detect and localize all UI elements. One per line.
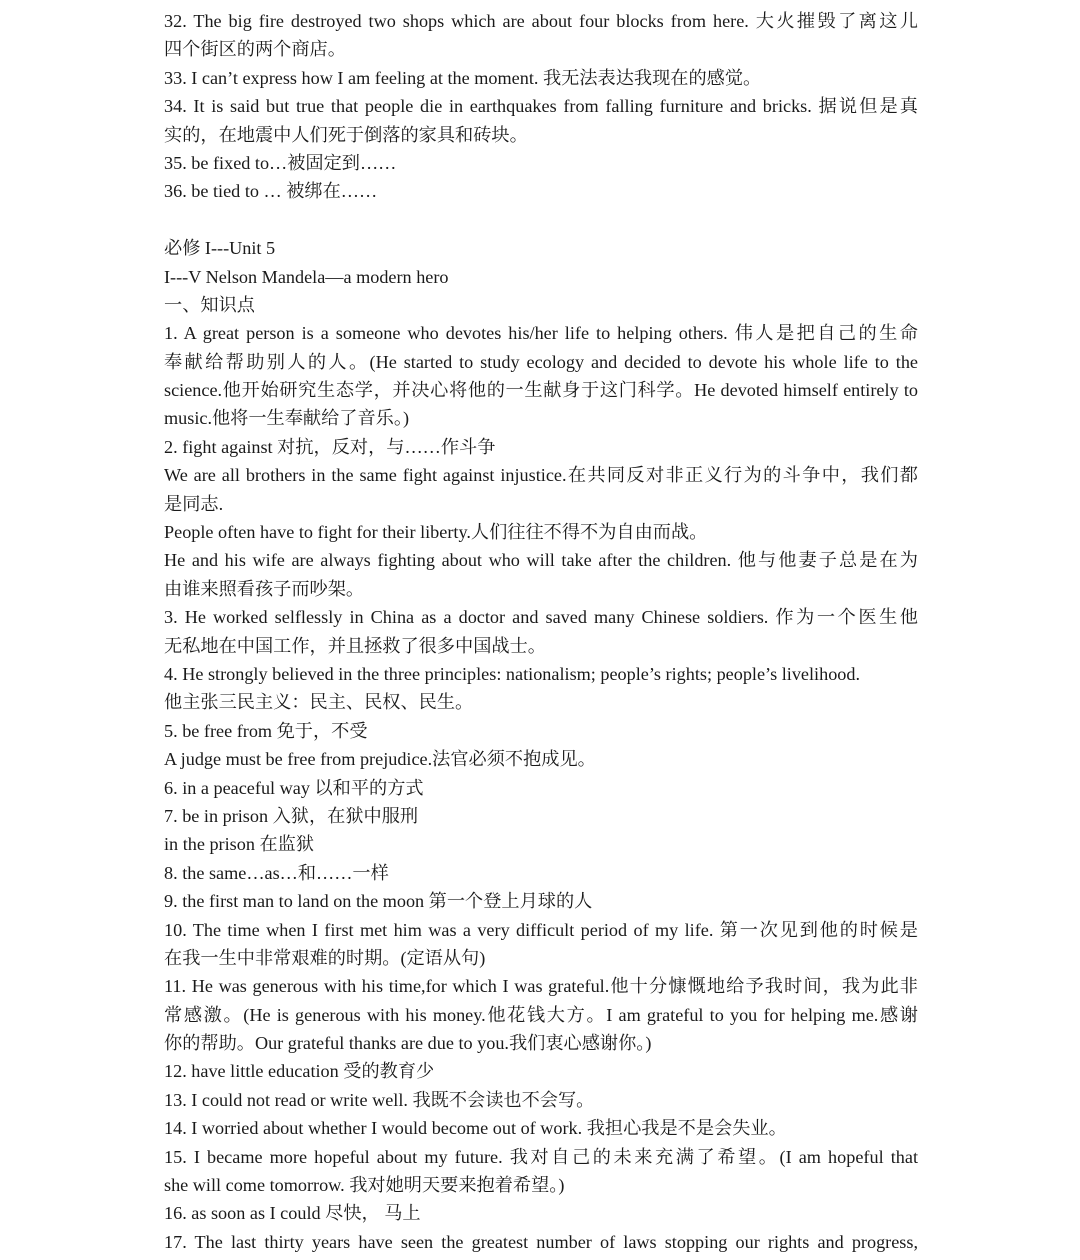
text-line: 36. be tied to … 被绑在…… <box>164 181 378 202</box>
section-subtitle: 一、知识点 <box>164 294 255 315</box>
text-line: 32. The big fire destroyed two shops which are about four blocks from here. 大火摧毁了离这儿 <box>164 11 918 31</box>
text-line: music.他将一生奉献给了音乐。) <box>164 408 410 429</box>
text-line: 15. I became more hopeful about my future. 我对自己的未来充满了希望。(I am hopeful that <box>164 1146 918 1167</box>
text-line: 34. It is said but true that people die in earthquakes from falling furniture and bricks. 据说但是真 <box>164 96 918 117</box>
text-line: People often have to fight for their liberty.人们往往不得不为自由而战。 <box>164 522 708 543</box>
section-heading: 必修 I---Unit 5 <box>164 238 276 259</box>
text-line: 3. He worked selflessly in China as a doctor and saved many Chinese soldiers. 作为一个医生他 <box>164 607 918 628</box>
text-line: 在我一生中非常艰难的时期。(定语从句) <box>164 947 486 968</box>
text-line: 由谁来照看孩子而吵架。 <box>164 578 365 599</box>
text-line: 实的，在地震中人们死于倒落的家具和砖块。 <box>164 124 528 145</box>
text-line: 是同志. <box>164 493 224 514</box>
text-line: 35. be fixed to…被固定到…… <box>164 152 397 173</box>
knowledge-points <box>164 319 918 1256</box>
text-line: 他主张三民主义：民主、民权、民生。 <box>164 692 474 713</box>
text-line: 9. the first man to land on the moon 第一个登上月球的人 <box>164 891 593 912</box>
text-line: 33. I can’t express how I am feeling at the moment. 我无法表达我现在的感觉。 <box>164 67 762 88</box>
text-line: 2. fight against 对抗，反对，与……作斗争 <box>164 436 496 457</box>
text-line: 5. be free from 免于，不受 <box>164 720 368 741</box>
text-line: 四个街区的两个商店。 <box>164 39 346 60</box>
text-line: in the prison 在监狱 <box>164 834 315 855</box>
text-line: 16. as soon as I could 尽快， 马上 <box>164 1203 421 1224</box>
text-line: science.他开始研究生态学，并决心将他的一生献身于这门科学。He devoted himself entirely to <box>164 380 918 401</box>
text-line: 7. be in prison 入狱，在狱中服刑 <box>164 805 419 826</box>
text-line: 13. I could not read or write well. 我既不会读也不会写。 <box>164 1089 595 1110</box>
text-line: 17. The last thirty years have seen the greatest number of laws stopping our rights and progress, <box>164 1231 918 1252</box>
text-line: 8. the same…as…和……一样 <box>164 862 389 883</box>
text-line: 6. in a peaceful way 以和平的方式 <box>164 777 424 798</box>
document-page <box>164 7 918 1256</box>
text-line: 4. He strongly believed in the three principles: nationalism; people’s rights; people’s livelihood. <box>164 663 861 684</box>
text-line: 14. I worried about whether I would become out of work. 我担心我是不是会失业。 <box>164 1118 787 1139</box>
text-line: she will come tomorrow. 我对她明天要来抱着希望。) <box>164 1175 565 1196</box>
text-line: 11. He was generous with his time,for which I was grateful.他十分慷慨地给予我时间，我为此非 <box>164 976 918 997</box>
text-line: 常感激。(He is generous with his money.他花钱大方。I am grateful to you for helping me.感谢 <box>164 1004 918 1025</box>
text-line: A judge must be free from prejudice.法官必须不抱成见。 <box>164 749 596 770</box>
section-title: I---V Nelson Mandela—a modern hero <box>164 266 449 287</box>
text-line: We are all brothers in the same fight against injustice.在共同反对非正义行为的斗争中，我们都 <box>164 465 918 486</box>
text-line: 10. The time when I first met him was a very difficult period of my life. 第一次见到他的时候是 <box>164 919 918 940</box>
text-line: 无私地在中国工作，并且拯救了很多中国战士。 <box>164 635 546 656</box>
text-line: He and his wife are always fighting about who will take after the children. 他与他妻子总是在为 <box>164 550 918 571</box>
text-line: 你的帮助。Our grateful thanks are due to you.我们衷心感谢你。) <box>164 1033 652 1054</box>
text-line: 1. A great person is a someone who devotes his/her life to helping others. 伟人是把自己的生命 <box>164 323 918 344</box>
section-gap <box>164 206 918 234</box>
text-line: 12. have little education 受的教育少 <box>164 1061 435 1082</box>
text-line: 奉献给帮助别人的人。(He started to study ecology and decided to devote his whole life to the <box>164 351 918 372</box>
previous-unit-items <box>164 7 918 206</box>
